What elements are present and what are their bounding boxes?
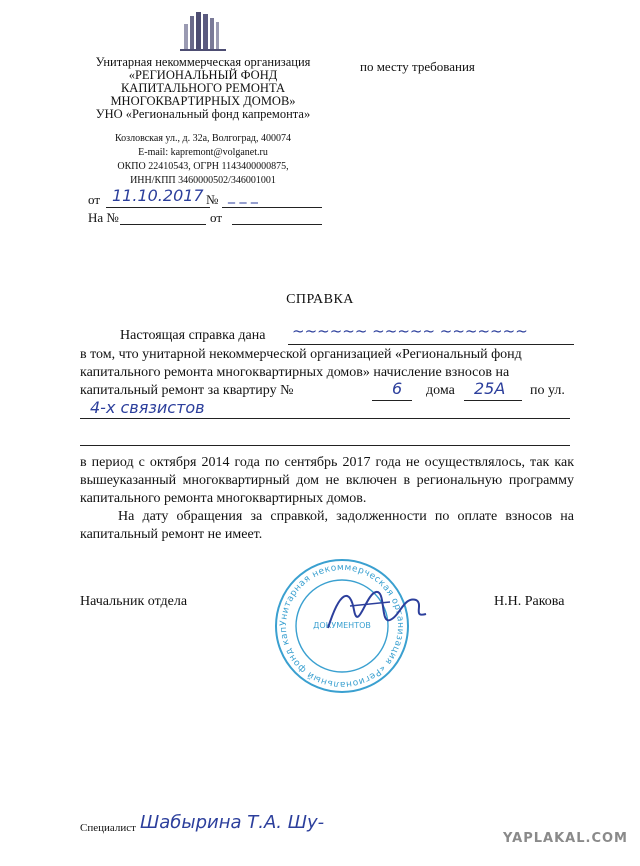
- org-short-name: УНО «Региональный фонд капремонта»: [95, 107, 311, 121]
- certificate-line-4b: дома: [426, 383, 455, 398]
- org-line-4: МНОГОКВАРТИРНЫХ ДОМОВ»: [110, 94, 296, 108]
- handwritten-signature: [320, 580, 430, 640]
- outgoing-reference: [88, 186, 328, 230]
- org-okpo: ОКПО 22410543, ОГРН 1143400000875,: [117, 161, 289, 172]
- certificate-line-3: капитального ремонта многоквартирных домов» начисление взносов на: [80, 365, 510, 380]
- certificate-intro: Настоящая справка дана: [120, 328, 266, 343]
- organization-address-block: [70, 132, 336, 188]
- certificate-paragraph-2: в период с октября 2014 года по сентябрь 2017 года не осуществлялось, так как вышеуказанный многоквартирный дом не включен в региональную программу капитального ремонта многоквартирных домов.: [80, 455, 574, 506]
- org-line-3: КАПИТАЛЬНОГО РЕМОНТА: [120, 81, 286, 95]
- certificate-line-4a: капитальный ремонт за квартиру №: [80, 383, 294, 398]
- date-label: от: [88, 192, 101, 207]
- certificate-line-4c: по ул.: [530, 383, 565, 398]
- org-line-1: Унитарная некоммерческая организация: [95, 55, 311, 69]
- site-watermark: YAPLAKAL.COM: [503, 831, 628, 846]
- org-line-2: «РЕГИОНАЛЬНЫЙ ФОНД: [128, 68, 278, 82]
- in-reply-number-line: [120, 224, 206, 225]
- org-inn: ИНН/КПП 3460000502/346001001: [130, 175, 276, 186]
- org-address: Козловская ул., д. 32а, Волгоград, 400074: [114, 133, 292, 144]
- recipient-name-handwritten: ~~~~~~ ~~~~~ ~~~~~~~: [292, 322, 528, 340]
- street-line: [80, 418, 570, 419]
- street-handwritten: 4-х связистов: [90, 398, 205, 417]
- organization-logo-icon: [178, 12, 228, 52]
- blank-line: [80, 445, 570, 446]
- certificate-line-2: в том, что унитарной некоммерческой организацией «Региональный фонд: [80, 347, 522, 362]
- stamp-ring-text: Унитарная некоммерческая организация «Региональный фонд кап: [278, 562, 406, 690]
- certificate-paragraph-1: [80, 324, 574, 434]
- stamp-center-text: ДОКУМЕНТОВ: [313, 621, 371, 630]
- recipient-name-line: [288, 344, 574, 345]
- flat-number-handwritten: 6: [392, 379, 403, 398]
- recipient-note: по месту требования: [360, 59, 475, 74]
- house-number-line: [464, 400, 522, 401]
- document-title: СПРАВКА: [286, 292, 354, 307]
- organization-header: [70, 56, 336, 121]
- number-label: №: [206, 192, 219, 207]
- certificate-paragraph-3: На дату обращения за справкой, задолженности по оплате взносов на капитальный ремонт не имеет.: [80, 509, 574, 542]
- number-underline: [222, 207, 322, 208]
- flat-number-line: [372, 400, 412, 401]
- house-number-handwritten: 25А: [474, 379, 506, 398]
- signatory-name: Н.Н. Ракова: [494, 594, 565, 609]
- in-reply-from-label: от: [210, 210, 223, 225]
- date-handwritten: 11.10.2017: [112, 186, 204, 205]
- date-underline: [106, 207, 210, 208]
- in-reply-label: На №: [88, 210, 119, 225]
- signatory-position: Начальник отдела: [80, 594, 188, 609]
- specialist-label: Специалист: [80, 822, 136, 834]
- number-handwritten: _ _ _: [228, 188, 258, 204]
- org-email: E-mail: kapremont@volganet.ru: [138, 147, 268, 158]
- specialist-name-handwritten: Шабырина Т.А. Шу-: [140, 812, 325, 833]
- in-reply-date-line: [232, 224, 322, 225]
